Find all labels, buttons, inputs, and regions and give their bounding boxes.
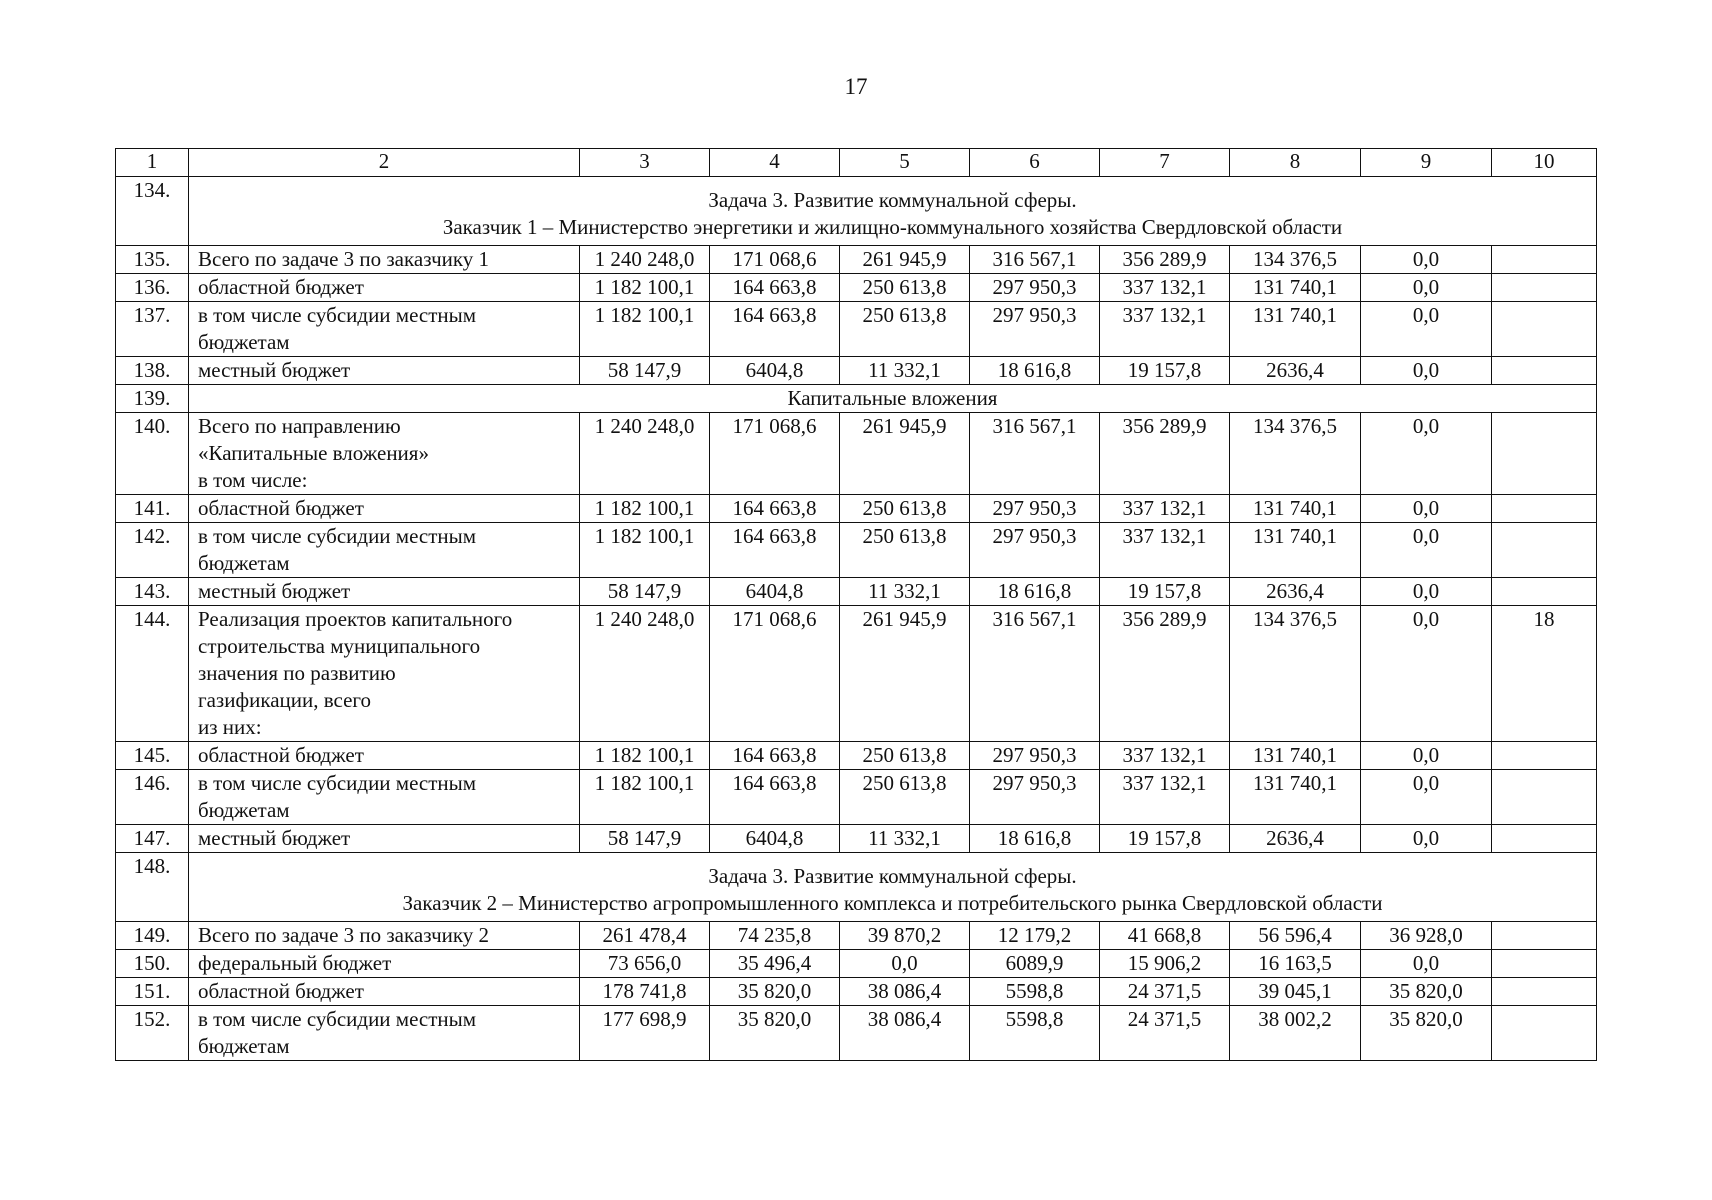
row-label-line: областной бюджет: [198, 275, 364, 299]
section-title: [189, 177, 1597, 246]
row-number: 136.: [116, 274, 189, 302]
value-cell-col-8: 131 740,1: [1230, 742, 1361, 770]
value-cell-col-5: 261 945,9: [840, 246, 970, 274]
row-label-line: местный бюджет: [198, 358, 351, 382]
table-row: [116, 357, 1597, 385]
budget-table: [115, 148, 1597, 1061]
row-label: [189, 950, 580, 978]
value-cell-col-6: 297 950,3: [970, 770, 1100, 825]
section-title-line: Капитальные вложения: [787, 386, 998, 410]
row-number: 147.: [116, 825, 189, 853]
value-cell-col-10: [1492, 302, 1597, 357]
value-cell-col-6: 297 950,3: [970, 742, 1100, 770]
row-label-line: местный бюджет: [198, 579, 351, 603]
value-cell-col-6: 18 616,8: [970, 578, 1100, 606]
column-header-1: 1: [116, 149, 189, 177]
row-label: [189, 606, 580, 742]
value-cell-col-10: [1492, 922, 1597, 950]
row-label-line: Всего по задаче 3 по заказчику 1: [198, 247, 490, 271]
column-header-9: 9: [1361, 149, 1492, 177]
section-title: [189, 385, 1597, 413]
value-cell-col-10: [1492, 246, 1597, 274]
table-row: [116, 495, 1597, 523]
value-cell-col-8: 2636,4: [1230, 578, 1361, 606]
table-row: [116, 246, 1597, 274]
row-number: 146.: [116, 770, 189, 825]
value-cell-col-7: 337 132,1: [1100, 495, 1230, 523]
value-cell-col-8: 39 045,1: [1230, 978, 1361, 1006]
row-label-line: из них:: [198, 715, 262, 739]
value-cell-col-4: 171 068,6: [710, 606, 840, 742]
value-cell-col-7: 41 668,8: [1100, 922, 1230, 950]
value-cell-col-7: 19 157,8: [1100, 357, 1230, 385]
value-cell-col-8: 131 740,1: [1230, 495, 1361, 523]
value-cell-col-10: [1492, 742, 1597, 770]
value-cell-col-8: 38 002,2: [1230, 1006, 1361, 1061]
value-cell-col-3: 177 698,9: [580, 1006, 710, 1061]
value-cell-col-8: 134 376,5: [1230, 606, 1361, 742]
value-cell-col-4: 164 663,8: [710, 523, 840, 578]
value-cell-col-3: 1 182 100,1: [580, 302, 710, 357]
value-cell-col-9: 0,0: [1361, 413, 1492, 495]
section-row: [116, 853, 1597, 922]
value-cell-col-9: 0,0: [1361, 302, 1492, 357]
value-cell-col-10: [1492, 274, 1597, 302]
value-cell-col-8: 2636,4: [1230, 357, 1361, 385]
value-cell-col-9: 0,0: [1361, 606, 1492, 742]
value-cell-col-9: 0,0: [1361, 495, 1492, 523]
table-row: [116, 922, 1597, 950]
value-cell-col-5: 250 613,8: [840, 495, 970, 523]
value-cell-col-5: 11 332,1: [840, 357, 970, 385]
row-label-line: в том числе субсидии местным: [198, 1007, 477, 1031]
section-title-line: Заказчик 1 – Министерство энергетики и жилищно-коммунального хозяйства Свердловской области: [442, 215, 1343, 239]
row-label-line: Всего по направлению: [198, 414, 401, 438]
value-cell-col-4: 164 663,8: [710, 770, 840, 825]
column-header-6: 6: [970, 149, 1100, 177]
section-row: [116, 177, 1597, 246]
value-cell-col-7: 19 157,8: [1100, 578, 1230, 606]
value-cell-col-3: 1 240 248,0: [580, 606, 710, 742]
value-cell-col-3: 1 182 100,1: [580, 742, 710, 770]
row-label: [189, 770, 580, 825]
value-cell-col-3: 1 182 100,1: [580, 523, 710, 578]
value-cell-col-4: 164 663,8: [710, 274, 840, 302]
column-header-8: 8: [1230, 149, 1361, 177]
value-cell-col-5: 261 945,9: [840, 606, 970, 742]
value-cell-col-4: 35 496,4: [710, 950, 840, 978]
row-label-line: «Капитальные вложения»: [198, 441, 429, 465]
value-cell-col-9: 0,0: [1361, 950, 1492, 978]
row-number: 151.: [116, 978, 189, 1006]
value-cell-col-6: 316 567,1: [970, 606, 1100, 742]
value-cell-col-5: 11 332,1: [840, 825, 970, 853]
table-body: [116, 149, 1597, 1061]
value-cell-col-4: 6404,8: [710, 825, 840, 853]
row-label-line: местный бюджет: [198, 826, 351, 850]
column-header-3: 3: [580, 149, 710, 177]
table-row: [116, 1006, 1597, 1061]
value-cell-col-6: 5598,8: [970, 1006, 1100, 1061]
value-cell-col-5: 11 332,1: [840, 578, 970, 606]
value-cell-col-7: 337 132,1: [1100, 770, 1230, 825]
column-header-10: 10: [1492, 149, 1597, 177]
column-header-4: 4: [710, 149, 840, 177]
table-row: [116, 523, 1597, 578]
row-label: [189, 523, 580, 578]
row-number: 148.: [116, 853, 189, 922]
value-cell-col-3: 58 147,9: [580, 357, 710, 385]
table-row: [116, 606, 1597, 742]
value-cell-col-4: 171 068,6: [710, 413, 840, 495]
value-cell-col-10: [1492, 413, 1597, 495]
value-cell-col-10: [1492, 1006, 1597, 1061]
value-cell-col-4: 74 235,8: [710, 922, 840, 950]
value-cell-col-5: 0,0: [840, 950, 970, 978]
table-row: [116, 578, 1597, 606]
value-cell-col-7: 356 289,9: [1100, 606, 1230, 742]
value-cell-col-10: [1492, 578, 1597, 606]
row-label: [189, 825, 580, 853]
section-title-line: Задача 3. Развитие коммунальной сферы.: [708, 188, 1077, 212]
row-number: 140.: [116, 413, 189, 495]
row-label: [189, 302, 580, 357]
value-cell-col-9: 0,0: [1361, 770, 1492, 825]
value-cell-col-10: [1492, 950, 1597, 978]
value-cell-col-3: 1 240 248,0: [580, 413, 710, 495]
value-cell-col-10: [1492, 523, 1597, 578]
column-header-7: 7: [1100, 149, 1230, 177]
value-cell-col-7: 337 132,1: [1100, 523, 1230, 578]
value-cell-col-7: 19 157,8: [1100, 825, 1230, 853]
row-number: 141.: [116, 495, 189, 523]
value-cell-col-8: 131 740,1: [1230, 302, 1361, 357]
value-cell-col-9: 0,0: [1361, 274, 1492, 302]
value-cell-col-8: 131 740,1: [1230, 523, 1361, 578]
row-label-line: в том числе субсидии местным: [198, 303, 477, 327]
column-number-header-row: [116, 149, 1597, 177]
row-number: 137.: [116, 302, 189, 357]
value-cell-col-6: 6089,9: [970, 950, 1100, 978]
value-cell-col-5: 250 613,8: [840, 274, 970, 302]
row-label-line: в том числе субсидии местным: [198, 524, 477, 548]
value-cell-col-3: 1 240 248,0: [580, 246, 710, 274]
row-label: [189, 274, 580, 302]
value-cell-col-3: 1 182 100,1: [580, 495, 710, 523]
row-number: 134.: [116, 177, 189, 246]
table-row: [116, 302, 1597, 357]
column-header-2: 2: [189, 149, 580, 177]
table-row: [116, 950, 1597, 978]
value-cell-col-8: 16 163,5: [1230, 950, 1361, 978]
row-label: [189, 922, 580, 950]
value-cell-col-4: 6404,8: [710, 357, 840, 385]
row-label-line: в том числе:: [198, 468, 308, 492]
value-cell-col-9: 0,0: [1361, 742, 1492, 770]
value-cell-col-6: 18 616,8: [970, 825, 1100, 853]
value-cell-col-7: 337 132,1: [1100, 742, 1230, 770]
value-cell-col-6: 297 950,3: [970, 274, 1100, 302]
value-cell-col-7: 337 132,1: [1100, 274, 1230, 302]
value-cell-col-7: 337 132,1: [1100, 302, 1230, 357]
value-cell-col-6: 5598,8: [970, 978, 1100, 1006]
table-row: [116, 274, 1597, 302]
value-cell-col-5: 250 613,8: [840, 742, 970, 770]
row-label-line: областной бюджет: [198, 979, 364, 1003]
value-cell-col-10: [1492, 357, 1597, 385]
row-label-line: бюджетам: [198, 330, 290, 354]
section-title: [189, 853, 1597, 922]
column-header-5: 5: [840, 149, 970, 177]
row-number: 139.: [116, 385, 189, 413]
value-cell-col-5: 250 613,8: [840, 302, 970, 357]
table-row: [116, 770, 1597, 825]
value-cell-col-10: [1492, 770, 1597, 825]
value-cell-col-4: 164 663,8: [710, 742, 840, 770]
value-cell-col-6: 316 567,1: [970, 246, 1100, 274]
row-label: [189, 742, 580, 770]
row-label: [189, 495, 580, 523]
value-cell-col-5: 39 870,2: [840, 922, 970, 950]
value-cell-col-5: 250 613,8: [840, 523, 970, 578]
value-cell-col-8: 134 376,5: [1230, 246, 1361, 274]
value-cell-col-10: [1492, 495, 1597, 523]
value-cell-col-3: 178 741,8: [580, 978, 710, 1006]
value-cell-col-4: 164 663,8: [710, 495, 840, 523]
section-title-line: Заказчик 2 – Министерство агропромышленного комплекса и потребительского рынка Свердловской области: [402, 891, 1383, 915]
row-label-line: Всего по задаче 3 по заказчику 2: [198, 923, 490, 947]
row-number: 152.: [116, 1006, 189, 1061]
row-label-line: областной бюджет: [198, 743, 364, 767]
row-number: 135.: [116, 246, 189, 274]
value-cell-col-10: 18: [1492, 606, 1597, 742]
value-cell-col-3: 1 182 100,1: [580, 274, 710, 302]
value-cell-col-5: 38 086,4: [840, 1006, 970, 1061]
value-cell-col-4: 171 068,6: [710, 246, 840, 274]
value-cell-col-4: 35 820,0: [710, 1006, 840, 1061]
row-number: 143.: [116, 578, 189, 606]
table-row: [116, 742, 1597, 770]
value-cell-col-7: 24 371,5: [1100, 978, 1230, 1006]
value-cell-col-3: 58 147,9: [580, 825, 710, 853]
row-number: 144.: [116, 606, 189, 742]
row-number: 150.: [116, 950, 189, 978]
value-cell-col-6: 297 950,3: [970, 495, 1100, 523]
value-cell-col-7: 356 289,9: [1100, 246, 1230, 274]
value-cell-col-3: 58 147,9: [580, 578, 710, 606]
row-number: 138.: [116, 357, 189, 385]
value-cell-col-6: 316 567,1: [970, 413, 1100, 495]
value-cell-col-7: 24 371,5: [1100, 1006, 1230, 1061]
value-cell-col-9: 0,0: [1361, 523, 1492, 578]
value-cell-col-6: 297 950,3: [970, 302, 1100, 357]
value-cell-col-3: 261 478,4: [580, 922, 710, 950]
row-label: [189, 1006, 580, 1061]
row-label-line: бюджетам: [198, 1034, 290, 1058]
row-label-line: областной бюджет: [198, 496, 364, 520]
row-label-line: газификации, всего: [198, 688, 372, 712]
value-cell-col-4: 6404,8: [710, 578, 840, 606]
value-cell-col-3: 1 182 100,1: [580, 770, 710, 825]
table-row: [116, 978, 1597, 1006]
row-label-line: федеральный бюджет: [198, 951, 392, 975]
value-cell-col-10: [1492, 825, 1597, 853]
row-label: [189, 413, 580, 495]
value-cell-col-9: 35 820,0: [1361, 978, 1492, 1006]
row-number: 149.: [116, 922, 189, 950]
table-row: [116, 825, 1597, 853]
value-cell-col-6: 297 950,3: [970, 523, 1100, 578]
row-label: [189, 246, 580, 274]
row-label: [189, 978, 580, 1006]
value-cell-col-6: 18 616,8: [970, 357, 1100, 385]
value-cell-col-5: 38 086,4: [840, 978, 970, 1006]
value-cell-col-8: 2636,4: [1230, 825, 1361, 853]
value-cell-col-9: 0,0: [1361, 357, 1492, 385]
row-label-line: значения по развитию: [198, 661, 396, 685]
value-cell-col-9: 36 928,0: [1361, 922, 1492, 950]
row-label: [189, 578, 580, 606]
value-cell-col-8: 131 740,1: [1230, 274, 1361, 302]
value-cell-col-5: 261 945,9: [840, 413, 970, 495]
value-cell-col-9: 0,0: [1361, 246, 1492, 274]
value-cell-col-7: 15 906,2: [1100, 950, 1230, 978]
row-label-line: Реализация проектов капитального: [198, 607, 513, 631]
value-cell-col-4: 35 820,0: [710, 978, 840, 1006]
row-label-line: в том числе субсидии местным: [198, 771, 477, 795]
row-label-line: бюджетам: [198, 551, 290, 575]
value-cell-col-5: 250 613,8: [840, 770, 970, 825]
value-cell-col-8: 134 376,5: [1230, 413, 1361, 495]
section-title-line: Задача 3. Развитие коммунальной сферы.: [708, 864, 1077, 888]
value-cell-col-10: [1492, 978, 1597, 1006]
value-cell-col-8: 56 596,4: [1230, 922, 1361, 950]
value-cell-col-7: 356 289,9: [1100, 413, 1230, 495]
row-number: 142.: [116, 523, 189, 578]
row-label: [189, 357, 580, 385]
section-row: [116, 385, 1597, 413]
row-label-line: строительства муниципального: [198, 634, 481, 658]
value-cell-col-9: 35 820,0: [1361, 1006, 1492, 1061]
value-cell-col-4: 164 663,8: [710, 302, 840, 357]
row-label-line: бюджетам: [198, 798, 290, 822]
value-cell-col-9: 0,0: [1361, 578, 1492, 606]
row-number: 145.: [116, 742, 189, 770]
page-number: 17: [844, 74, 868, 99]
value-cell-col-6: 12 179,2: [970, 922, 1100, 950]
value-cell-col-3: 73 656,0: [580, 950, 710, 978]
value-cell-col-8: 131 740,1: [1230, 770, 1361, 825]
value-cell-col-9: 0,0: [1361, 825, 1492, 853]
table-row: [116, 413, 1597, 495]
